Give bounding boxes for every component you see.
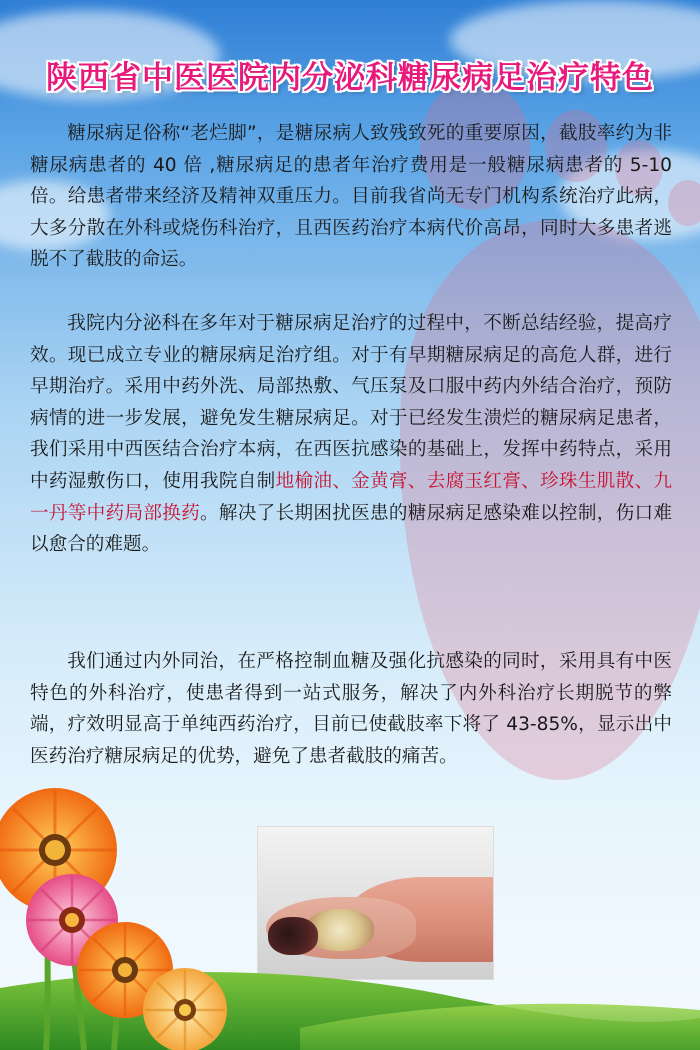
diabetic-foot-wound-photo (257, 826, 494, 980)
paragraph-treatment-text: 我院内分泌科在多年对于糖尿病足治疗的过程中，不断总结经验，提高疗效。现已成立专业的糖尿病足治疗组。对于有早期糖尿病足的高危人群，进行早期治疗。采用中药外洗、局部热敷、气压泵及口服中药内外结合治疗，预防病情的进一步发展，避免发生糖尿病足。对于已经发生溃烂的糖尿病足患者，我们采用中西医结合治疗本病，在西医抗感染的基础上，发挥中药特点，采用中药湿敷伤口，使用我院自制 (30, 313, 672, 492)
highlighted-remedies: 地榆油、金黄膏、去腐玉红膏、珍珠生肌散、九一丹等中药局部换药 (30, 470, 672, 524)
paragraph-intro: 糖尿病足俗称“老烂脚”，是糖尿病人致残致死的重要原因，截肢率约为非糖尿病患者的 40 倍 ,糖尿病足的患者年治疗费用是一般糖尿病患者的 5-10 倍。给患者带来经济及精神双重压力。目前我省尚无专门机构系统治疗此病，大多分散在外科或烧伤科治疗，且西医药治疗本病代价高昂，同时大多患者逃脱不了截肢的命运。 (30, 123, 672, 271)
paragraph-results: 我们通过内外同治，在严格控制血糖及强化抗感染的同时，采用具有中医特色的外科治疗，使患者得到一站式服务，解决了内外科治疗长期脱节的弊端，疗效明显高于单纯西药治疗，目前已使截肢率下将了 43-85%，显示出中医药治疗糖尿病足的优势，避免了患者截肢的痛苦。 (30, 651, 672, 767)
paragraph-treatment (30, 308, 672, 561)
gerbera-flower-icon (0, 760, 250, 1050)
paragraph-treatment-text-end: 。解决了长期困扰医患的糖尿病足感染难以控制，伤口难以愈合的难题。 (30, 502, 672, 556)
page-title: 陕西省中医医院内分泌科糖尿病足治疗特色 (46, 60, 654, 96)
